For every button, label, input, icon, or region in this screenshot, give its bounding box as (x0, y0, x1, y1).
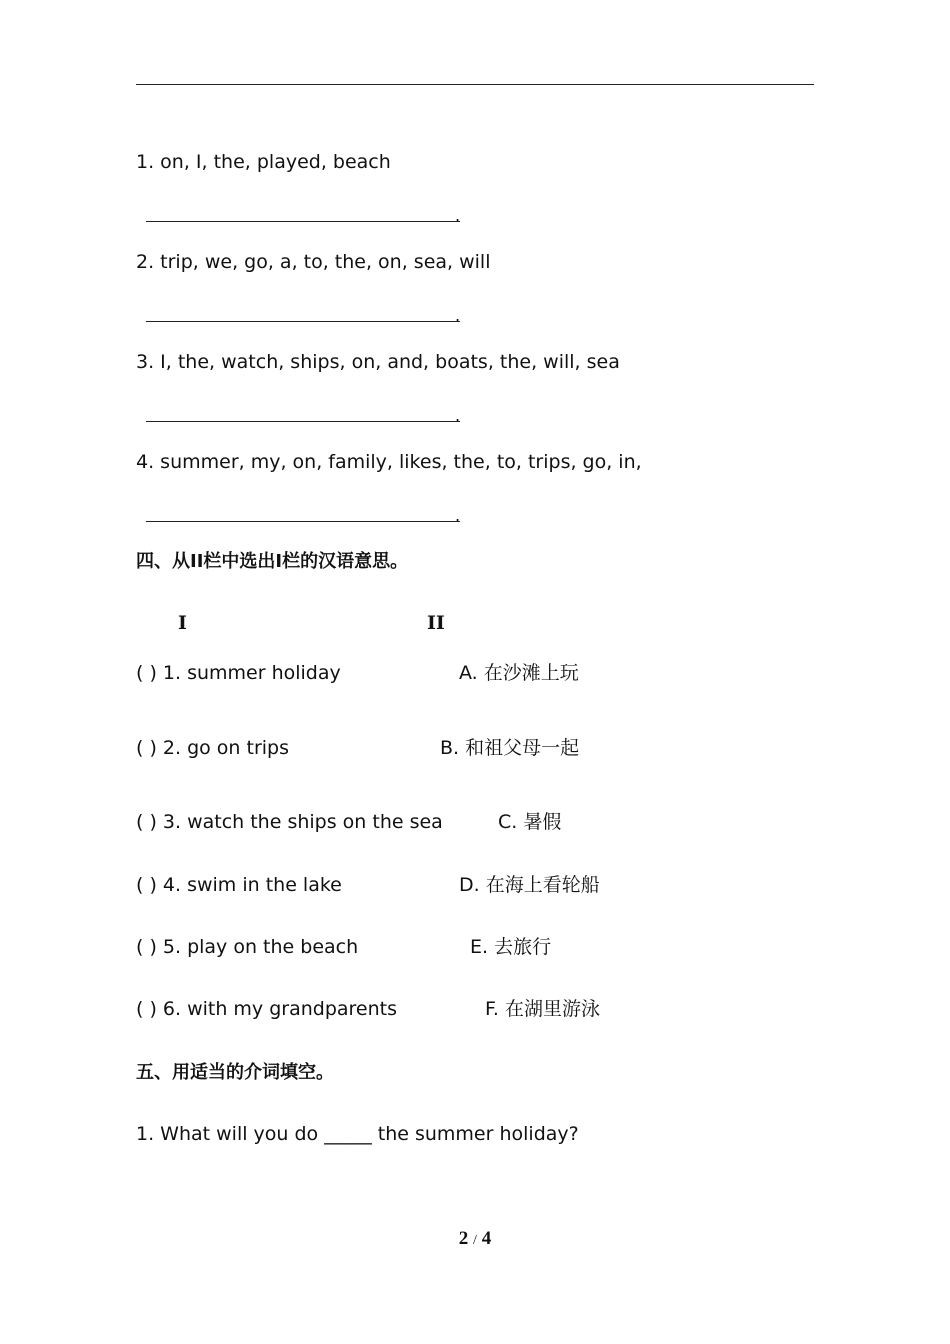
question-3-3: 3. I, the, watch, ships, on, and, boats, the, will, sea (136, 351, 620, 373)
match-item-2: ( ) 2. go on trips (136, 737, 290, 759)
page-total: 4 (481, 1228, 492, 1249)
match-option-e: E. 去旅行 (470, 936, 552, 958)
match-option-b: B. 和祖父母一起 (440, 737, 580, 759)
column-2-header: II (427, 612, 445, 634)
match-item-4: ( ) 4. swim in the lake (136, 874, 342, 896)
answer-line-3-4[interactable] (146, 521, 460, 522)
question-3-1: 1. on, I, the, played, beach (136, 151, 391, 173)
page-separator: / (473, 1233, 477, 1248)
match-option-f: F. 在湖里游泳 (485, 998, 600, 1020)
question-5-1: 1. What will you do _____ the summer holiday? (136, 1123, 579, 1145)
match-option-c: C. 暑假 (498, 811, 562, 833)
section-5-title: 五、用适当的介词填空。 (136, 1062, 334, 1083)
match-item-6: ( ) 6. with my grandparents (136, 998, 398, 1020)
page-number (0, 1227, 950, 1253)
match-item-3: ( ) 3. watch the ships on the sea (136, 811, 443, 833)
answer-line-3-1[interactable] (146, 221, 460, 222)
answer-line-3-2[interactable] (146, 321, 460, 322)
match-option-a: A. 在沙滩上玩 (459, 662, 579, 684)
answer-line-3-3[interactable] (146, 421, 460, 422)
match-item-1: ( ) 1. summer holiday (136, 662, 341, 684)
section-4-title: 四、从II栏中选出I栏的汉语意思。 (136, 551, 409, 572)
answer-period: . (455, 406, 461, 425)
column-1-header: I (178, 612, 187, 634)
question-3-4: 4. summer, my, on, family, likes, the, to, trips, go, in, (136, 451, 642, 473)
answer-period: . (455, 506, 461, 525)
match-option-d: D. 在海上看轮船 (459, 874, 600, 896)
question-3-2: 2. trip, we, go, a, to, the, on, sea, will (136, 251, 491, 273)
page-current: 2 (458, 1228, 469, 1249)
top-divider (136, 84, 814, 85)
answer-period: . (455, 206, 461, 225)
answer-period: . (455, 306, 461, 325)
match-item-5: ( ) 5. play on the beach (136, 936, 359, 958)
